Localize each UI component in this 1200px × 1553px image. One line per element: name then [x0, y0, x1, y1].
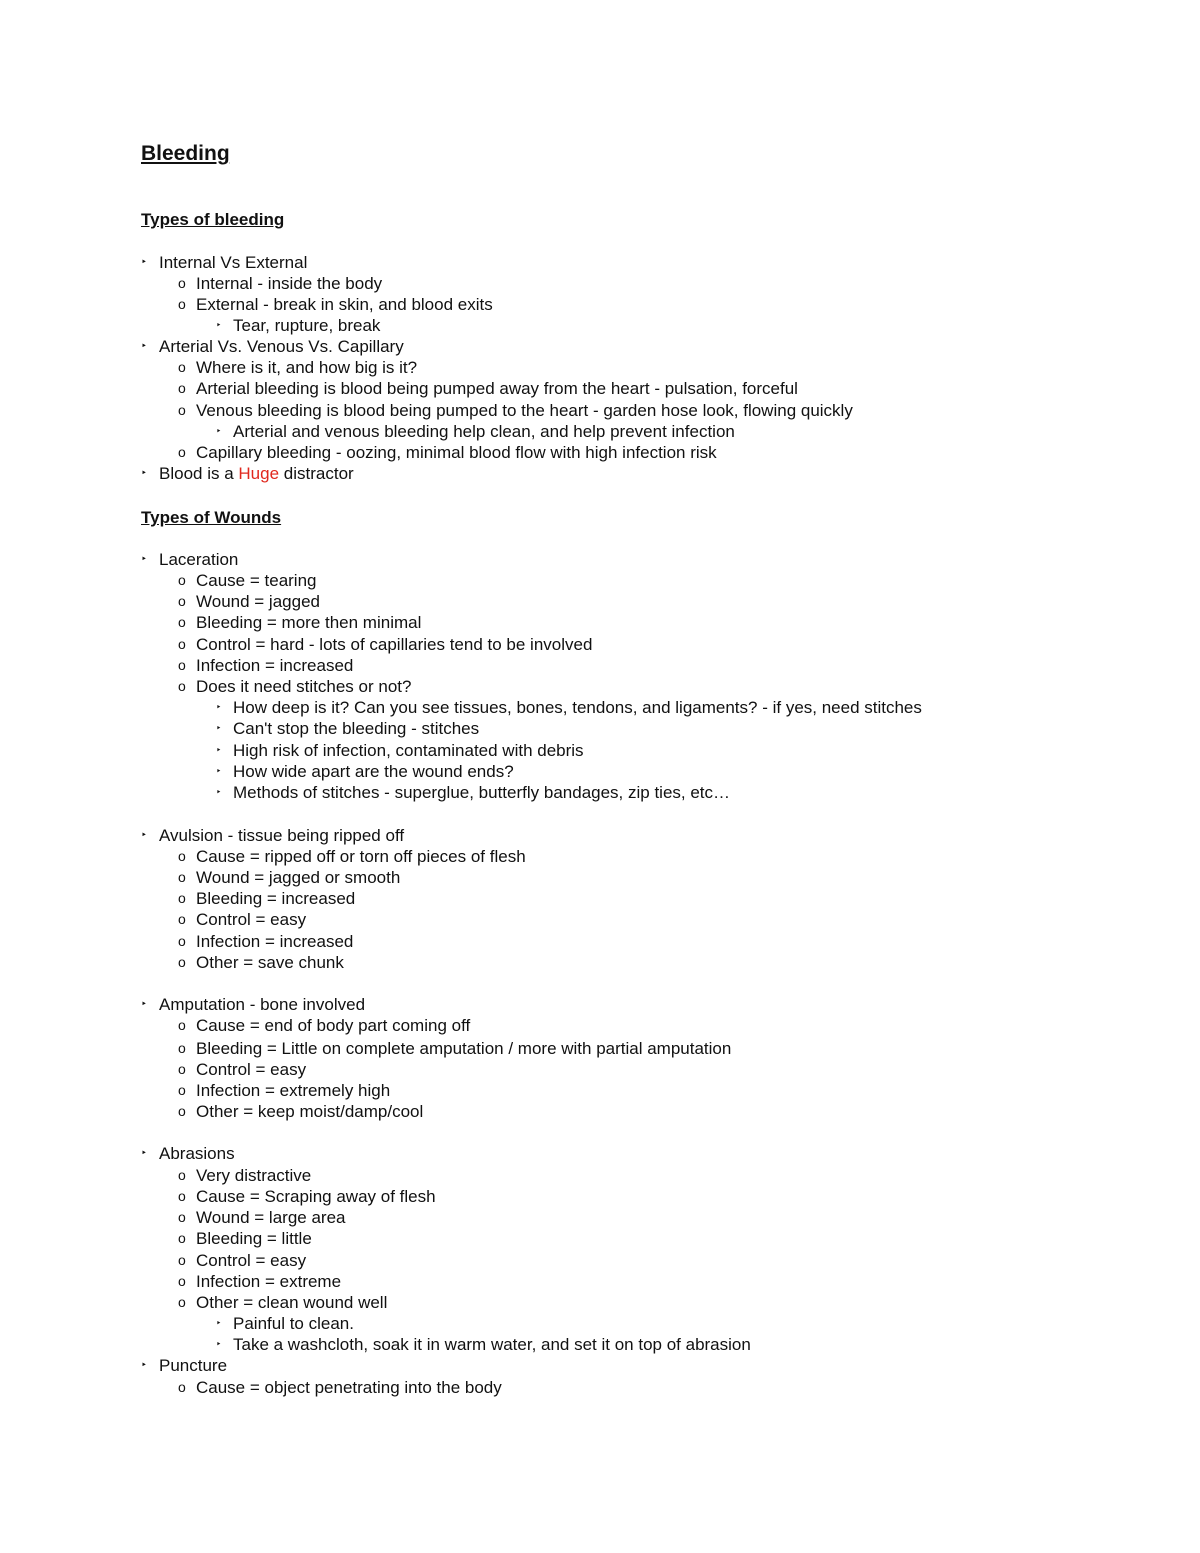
list-item: ‣ Internal Vs External [141, 253, 308, 272]
list-item: ‣ Take a washcloth, soak it in warm water, and set it on top of abrasion [216, 1335, 751, 1354]
list-item: ‣ How wide apart are the wound ends? [216, 762, 514, 781]
list-item: o Venous bleeding is blood being pumped to the heart - garden hose look, flowing quickly [178, 401, 853, 420]
list-item: o Cause = ripped off or torn off pieces of flesh [178, 847, 526, 866]
list-item: o Infection = increased [178, 656, 354, 675]
list-item: o Cause = Scraping away of flesh [178, 1187, 436, 1206]
bullet-marker: o [178, 593, 186, 609]
bullet-marker: o [178, 444, 186, 460]
list-item: ‣ Can't stop the bleeding - stitches [216, 719, 480, 738]
bullet-marker: o [178, 1017, 186, 1033]
list-item: ‣ Avulsion - tissue being ripped off [141, 826, 405, 845]
list-item: o Bleeding = increased [178, 889, 356, 908]
list-item: o Infection = extremely high [178, 1081, 391, 1100]
bullet-marker: ‣ [216, 702, 222, 712]
bullet-marker: o [178, 614, 186, 630]
list-item: o Cause = tearing [178, 571, 317, 590]
bullet-marker: o [178, 636, 186, 652]
list-item: o Where is it, and how big is it? [178, 358, 418, 377]
list-item: o Control = easy [178, 1060, 307, 1079]
section-heading-types-of-bleeding: Types of bleeding [141, 210, 285, 229]
bullet-marker: o [178, 1103, 186, 1119]
bullet-marker: ‣ [141, 1148, 147, 1159]
list-item: ‣ Methods of stitches - superglue, butterfly bandages, zip ties, etc… [216, 783, 731, 802]
section-heading-types-of-wounds: Types of Wounds [141, 508, 282, 527]
list-item: o Infection = extreme [178, 1272, 342, 1291]
list-item: o Wound = jagged [178, 592, 320, 611]
bullet-marker: o [178, 1167, 186, 1183]
bullet-marker: o [178, 359, 186, 375]
list-item: o Control = hard - lots of capillaries tend to be involved [178, 635, 593, 654]
list-item: o Control = easy [178, 1251, 307, 1270]
bullet-marker: o [178, 848, 186, 864]
bullet-marker: o [178, 657, 186, 673]
bullet-marker: ‣ [141, 468, 147, 479]
bullet-marker: ‣ [216, 723, 222, 733]
bullet-marker: ‣ [216, 426, 222, 436]
list-item: ‣ Arterial and venous bleeding help clean, and help prevent infection [216, 422, 735, 441]
bullet-marker: o [178, 678, 186, 694]
bullet-marker: ‣ [141, 341, 147, 352]
list-item: ‣ Abrasions [141, 1144, 235, 1163]
list-item: o Other = clean wound well [178, 1293, 388, 1312]
list-item: o Internal - inside the body [178, 274, 383, 293]
bullet-marker: o [178, 890, 186, 906]
bullet-marker: o [178, 1082, 186, 1098]
list-item: ‣ Amputation - bone involved [141, 995, 366, 1014]
bullet-marker: o [178, 1230, 186, 1246]
bullet-marker: o [178, 1379, 186, 1395]
bullet-marker: o [178, 1273, 186, 1289]
bullet-marker: o [178, 572, 186, 588]
list-item: ‣ Tear, rupture, break [216, 316, 381, 335]
bullet-marker: ‣ [216, 766, 222, 776]
bullet-marker: ‣ [216, 787, 222, 797]
bullet-marker: o [178, 380, 186, 396]
list-item: o Control = easy [178, 910, 307, 929]
bullet-marker: ‣ [141, 554, 147, 565]
bullet-marker: ‣ [216, 745, 222, 755]
bullet-marker: o [178, 1040, 186, 1056]
list-item: ‣ Laceration [141, 550, 239, 569]
bullet-marker: ‣ [216, 1339, 222, 1349]
list-item: o Wound = large area [178, 1208, 346, 1227]
list-item: o Bleeding = little [178, 1229, 312, 1248]
list-item: o Bleeding = more then minimal [178, 613, 422, 632]
highlighted-word: Huge [238, 464, 280, 483]
document-title: Bleeding [141, 142, 230, 165]
list-item: o Infection = increased [178, 932, 354, 951]
list-item: o Cause = object penetrating into the body [178, 1378, 502, 1397]
bullet-marker: o [178, 1061, 186, 1077]
list-item: ‣ How deep is it? Can you see tissues, bones, tendons, and ligaments? - if yes, need stitches [216, 698, 922, 717]
list-item: o Wound = jagged or smooth [178, 868, 401, 887]
list-item: o Very distractive [178, 1166, 312, 1185]
list-item: ‣ Blood is a Huge distractor [141, 464, 354, 483]
list-item: o Arterial bleeding is blood being pumped away from the heart - pulsation, forceful [178, 379, 798, 398]
bullet-marker: o [178, 1188, 186, 1204]
list-item: ‣ Arterial Vs. Venous Vs. Capillary [141, 337, 404, 356]
list-item: o Bleeding = Little on complete amputation / more with partial amputation [178, 1039, 732, 1058]
list-item: ‣ High risk of infection, contaminated with debris [216, 741, 584, 760]
bullet-marker: o [178, 1209, 186, 1225]
bullet-marker: o [178, 402, 186, 418]
bullet-marker: o [178, 933, 186, 949]
list-item: ‣ Puncture [141, 1356, 228, 1375]
bullet-marker: ‣ [141, 999, 147, 1010]
list-item: ‣ Painful to clean. [216, 1314, 354, 1333]
bullet-marker: o [178, 275, 186, 291]
bullet-marker: ‣ [216, 1318, 222, 1328]
list-item: o External - break in skin, and blood exits [178, 295, 493, 314]
list-item: o Other = save chunk [178, 953, 344, 972]
bullet-marker: o [178, 1252, 186, 1268]
bullet-marker: o [178, 954, 186, 970]
bullet-marker: ‣ [216, 320, 222, 330]
bullet-marker: o [178, 869, 186, 885]
list-item: o Other = keep moist/damp/cool [178, 1102, 424, 1121]
bullet-marker: ‣ [141, 1360, 147, 1371]
bullet-marker: o [178, 1294, 186, 1310]
list-item: o Cause = end of body part coming off [178, 1016, 471, 1035]
list-item: o Does it need stitches or not? [178, 677, 412, 696]
bullet-marker: ‣ [141, 830, 147, 841]
list-item: o Capillary bleeding - oozing, minimal blood flow with high infection risk [178, 443, 717, 462]
bullet-marker: ‣ [141, 257, 147, 268]
bullet-marker: o [178, 911, 186, 927]
bullet-marker: o [178, 296, 186, 312]
